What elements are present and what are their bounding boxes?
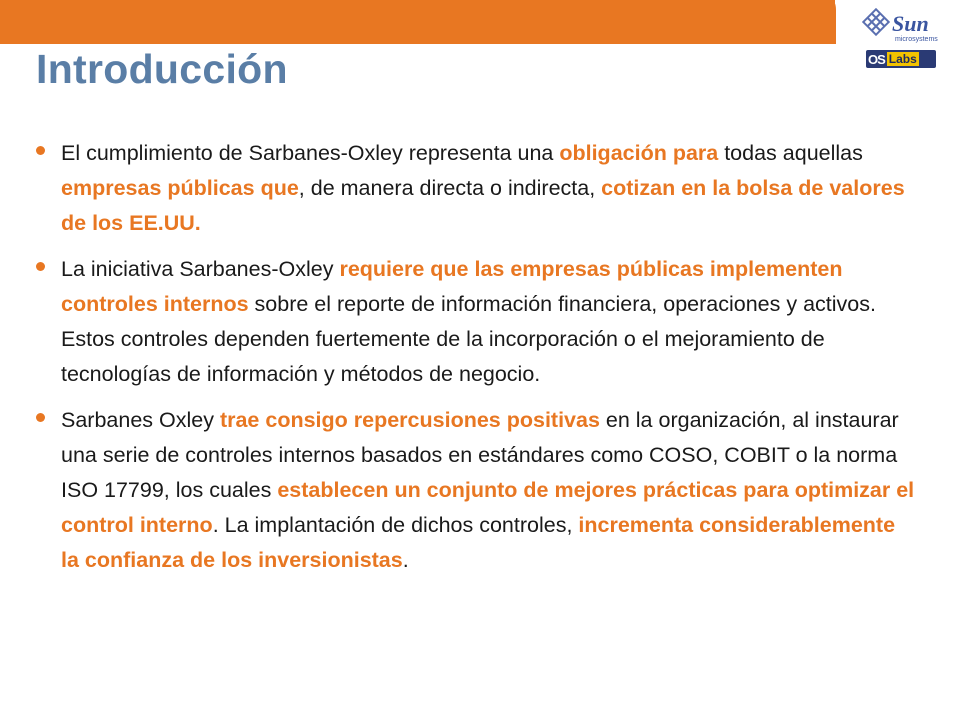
- highlighted-text: establecen un conjunto de mejores prácticas para optimizar el control interno: [61, 478, 915, 537]
- body-text: en la organización, al instaurar una serie de controles internos basados en estándares como COSO, COBIT o la norma ISO 17799, los cuales: [61, 408, 899, 502]
- sun-logo-text: Sun: [892, 11, 929, 36]
- bullet-dot-icon: [36, 262, 45, 271]
- header-bar-curve: [800, 0, 860, 44]
- sun-microsystems-logo: [862, 8, 942, 48]
- highlighted-text: trae consigo repercusiones positivas: [219, 408, 600, 432]
- sun-logo-subtext: microsystems: [895, 36, 938, 43]
- body-text: , de manera directa o indirecta,: [298, 176, 602, 200]
- bullet-list: [36, 136, 916, 589]
- bullet-dot-icon: [36, 413, 45, 422]
- highlighted-text: requiere que las empresas públicas implementen controles internos: [61, 257, 843, 316]
- oslabs-os-text: OS: [868, 51, 885, 67]
- slide-title: Introducción: [36, 46, 288, 92]
- body-text: .: [402, 548, 409, 572]
- bullet-item: [36, 252, 916, 392]
- highlighted-text: empresas públicas que: [61, 176, 299, 200]
- highlighted-text: obligación para: [559, 141, 719, 165]
- highlighted-text: cotizan en la bolsa de valores de los EE.UU.: [61, 176, 905, 235]
- oslabs-logo: [866, 50, 936, 68]
- bullet-item: [36, 403, 916, 578]
- body-text: . La implantación de dichos controles,: [212, 513, 579, 537]
- body-text: todas aquellas: [718, 141, 863, 165]
- oslabs-labs-text: Labs: [888, 52, 917, 66]
- body-text: sobre el reporte de información financiera, operaciones y activos. Estos controles dependen fuertemente de la incorporación o el mejoramiento de tecnologías de información y métodos de negocio.: [61, 292, 876, 386]
- body-text: El cumplimiento de Sarbanes-Oxley representa una: [61, 141, 560, 165]
- bullet-item: [36, 136, 916, 241]
- bullet-dot-icon: [36, 146, 45, 155]
- body-text: Sarbanes Oxley: [61, 408, 220, 432]
- body-text: La iniciativa Sarbanes-Oxley: [61, 257, 340, 281]
- highlighted-text: incrementa considerablemente la confianza de los inversionistas: [61, 513, 896, 572]
- header-bar: [0, 0, 835, 44]
